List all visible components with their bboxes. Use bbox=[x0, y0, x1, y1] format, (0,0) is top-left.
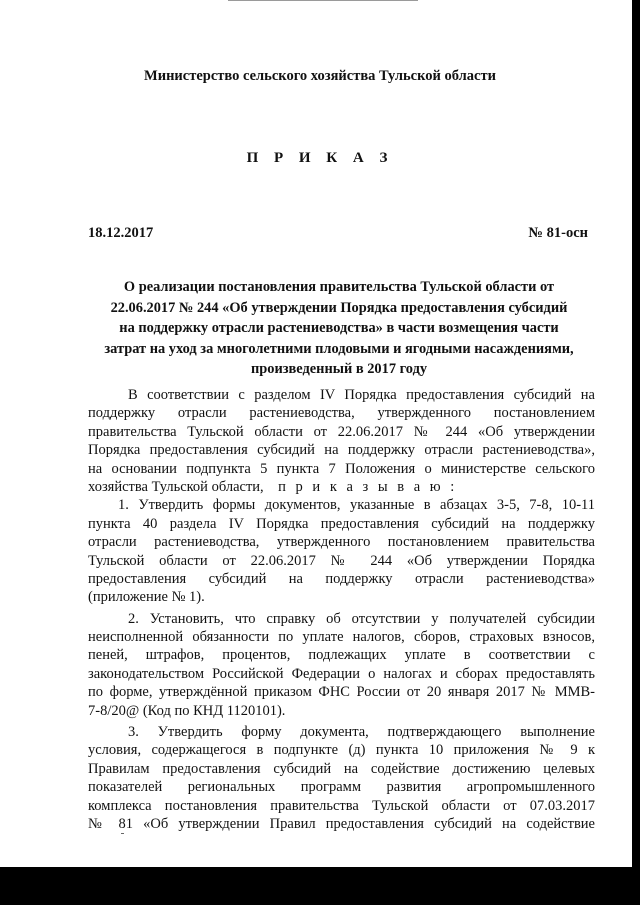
document-type-title: П Р И К А З bbox=[246, 150, 394, 166]
body-line: 3. Утвердить форму документа, подтверждающего выполнение bbox=[128, 724, 595, 741]
ministry-name: Министерство сельского хозяйства Тульской области bbox=[144, 68, 496, 84]
body-line: Тульской области от 22.06.2017 № 244 «Об утверждении Порядка bbox=[88, 552, 595, 569]
body-line: (приложение № 1). bbox=[88, 589, 205, 606]
preamble-paragraph bbox=[88, 386, 595, 496]
order-item-3 bbox=[88, 723, 595, 833]
order-subject bbox=[86, 277, 592, 380]
body-line: на основании подпункта 5 пункта 7 Положения о министерстве сельского bbox=[88, 460, 595, 477]
body-line: показателей региональных программ развития агропромышленного bbox=[88, 779, 595, 796]
body-line: по форме, утверждённой приказом ФНС России от 20 января 2017 № ММВ- bbox=[88, 684, 595, 701]
subject-line: произведенный в 2017 году bbox=[250, 361, 428, 377]
order-number: № 81-осн bbox=[528, 225, 588, 241]
scan-edge-rule bbox=[228, 0, 418, 1]
order-date: 18.12.2017 bbox=[88, 225, 154, 241]
scan-speck bbox=[121, 833, 124, 834]
body-line: 1. Утвердить формы документов, указанные в абзацах 3-5, 7-8, 10-11 bbox=[118, 497, 595, 514]
body-line: комплекса постановления правительства Тульской области от 07.03.2017 bbox=[88, 797, 595, 814]
body-line bbox=[88, 478, 595, 496]
subject-line: 22.06.2017 № 244 «Об утверждении Порядка предоставления субсидий bbox=[110, 299, 568, 316]
body-line: поддержку отрасли растениеводства, утвержденного постановлением bbox=[88, 405, 595, 422]
body-line: Правилам предоставления субсидий на содействие достижению целевых bbox=[88, 760, 595, 777]
body-line: предоставления субсидий на поддержку отрасли растениеводства» bbox=[88, 570, 595, 587]
body-line: № 81 «Об утверждении Правил предоставления субсидий на содействие bbox=[88, 815, 595, 832]
order-directive-word: п р и к а з ы в а ю : bbox=[278, 478, 458, 495]
body-line: условия, содержащегося в подпункте (д) пункта 10 приложения № 9 к bbox=[88, 742, 595, 759]
subject-line: на поддержку отрасли растениеводства» в части возмещения части bbox=[119, 320, 559, 336]
body-line: В соответствии с разделом IV Порядка предоставления субсидий на bbox=[128, 387, 595, 403]
body-line: 2. Установить, что справку об отсутствии у получателей субсидии bbox=[128, 610, 595, 627]
order-item-2 bbox=[88, 610, 595, 720]
body-line: неисполненной обязанности по уплате налогов, сборов, страховых взносов, bbox=[88, 629, 595, 646]
body-line: отрасли растениеводства, утвержденного постановлением правительства bbox=[88, 534, 595, 551]
preamble-closing-text: хозяйства Тульской области, bbox=[88, 478, 264, 495]
order-item-1 bbox=[88, 496, 595, 606]
scan-edge-bottom bbox=[0, 867, 640, 905]
order-body bbox=[88, 386, 595, 833]
body-line: Порядка предоставления субсидий на поддержку отрасли растениеводства», bbox=[88, 442, 595, 459]
body-line: 7-8/20@ (Код по КНД 1120101). bbox=[88, 702, 286, 719]
body-line: пункта 40 раздела IV Порядка предоставления субсидий на поддержку bbox=[88, 515, 595, 532]
body-line: законодательством Российской Федерации о налогах и сборах предоставлять bbox=[88, 665, 595, 682]
subject-line: О реализации постановления правительства Тульской области от bbox=[123, 279, 555, 295]
body-line: правительства Тульской области от 22.06.2017 № 244 «Об утверждении bbox=[88, 423, 595, 440]
subject-line: затрат на уход за многолетними плодовыми и ягодными насаждениями, bbox=[104, 340, 574, 357]
scan-edge-right bbox=[632, 0, 640, 905]
body-line: пеней, штрафов, процентов, подлежащих уплате в соответствии с bbox=[88, 647, 595, 664]
